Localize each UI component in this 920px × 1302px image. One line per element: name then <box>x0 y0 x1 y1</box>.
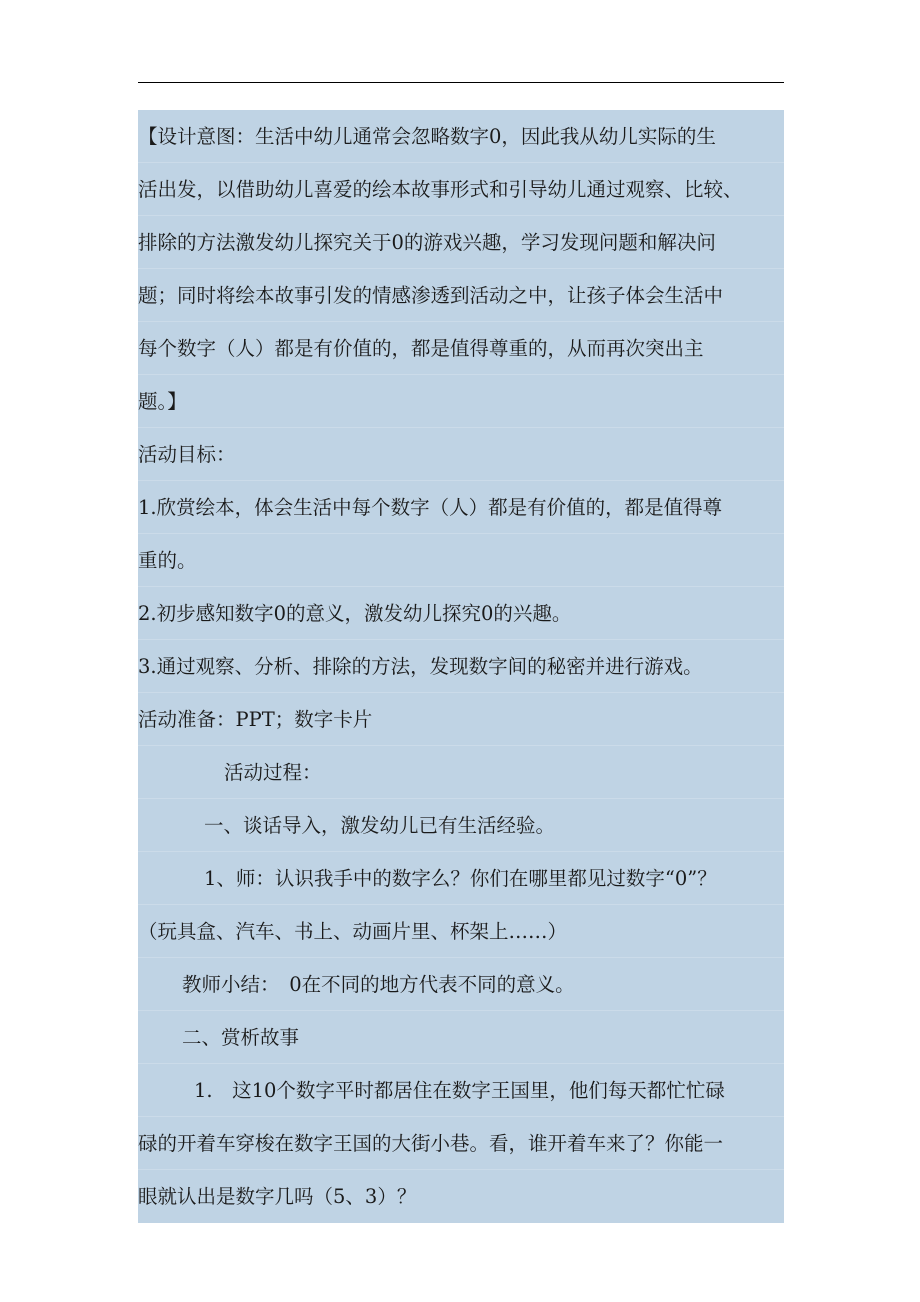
document-body <box>138 110 784 1223</box>
preparation: 活动准备：PPT；数字卡片 <box>138 693 784 746</box>
header-rule <box>138 82 784 83</box>
goal-3: 3.通过观察、分析、排除的方法，发现数字间的秘密并进行游戏。 <box>138 640 784 693</box>
story-line-2: 碌的开着车穿梭在数字王国的大街小巷。看，谁开着车来了？你能一 <box>138 1117 784 1170</box>
goal-2: 2.初步感知数字0的意义，激发幼儿探究0的兴趣。 <box>138 587 784 640</box>
goal-1-line-2: 重的。 <box>138 534 784 587</box>
design-intent-line-6: 题。】 <box>138 375 784 428</box>
design-intent-line-1: 【设计意图：生活中幼儿通常会忽略数字0，因此我从幼儿实际的生 <box>138 110 784 163</box>
story-line-1: 1. 这10个数字平时都居住在数字王国里，他们每天都忙忙碌 <box>138 1064 784 1117</box>
step-1-question: 1、师：认识我手中的数字么？你们在哪里都见过数字“0”？ <box>138 852 784 905</box>
step-1-heading: 一、谈话导入，激发幼儿已有生活经验。 <box>138 799 784 852</box>
step-1-answers: （玩具盒、汽车、书上、动画片里、杯架上……） <box>138 905 784 958</box>
process-heading: 活动过程： <box>138 746 784 799</box>
goal-1-line-1: 1.欣赏绘本，体会生活中每个数字（人）都是有价值的，都是值得尊 <box>138 481 784 534</box>
teacher-summary: 教师小结： 0在不同的地方代表不同的意义。 <box>138 958 784 1011</box>
design-intent-line-3: 排除的方法激发幼儿探究关于0的游戏兴趣，学习发现问题和解决问 <box>138 216 784 269</box>
design-intent-line-2: 活出发，以借助幼儿喜爱的绘本故事形式和引导幼儿通过观察、比较、 <box>138 163 784 216</box>
design-intent-line-5: 每个数字（人）都是有价值的，都是值得尊重的，从而再次突出主 <box>138 322 784 375</box>
goals-heading: 活动目标： <box>138 428 784 481</box>
step-2-heading: 二、赏析故事 <box>138 1011 784 1064</box>
story-line-3: 眼就认出是数字几吗（5、3）？ <box>138 1185 417 1208</box>
design-intent-line-4: 题；同时将绘本故事引发的情感渗透到活动之中，让孩子体会生活中 <box>138 269 784 322</box>
